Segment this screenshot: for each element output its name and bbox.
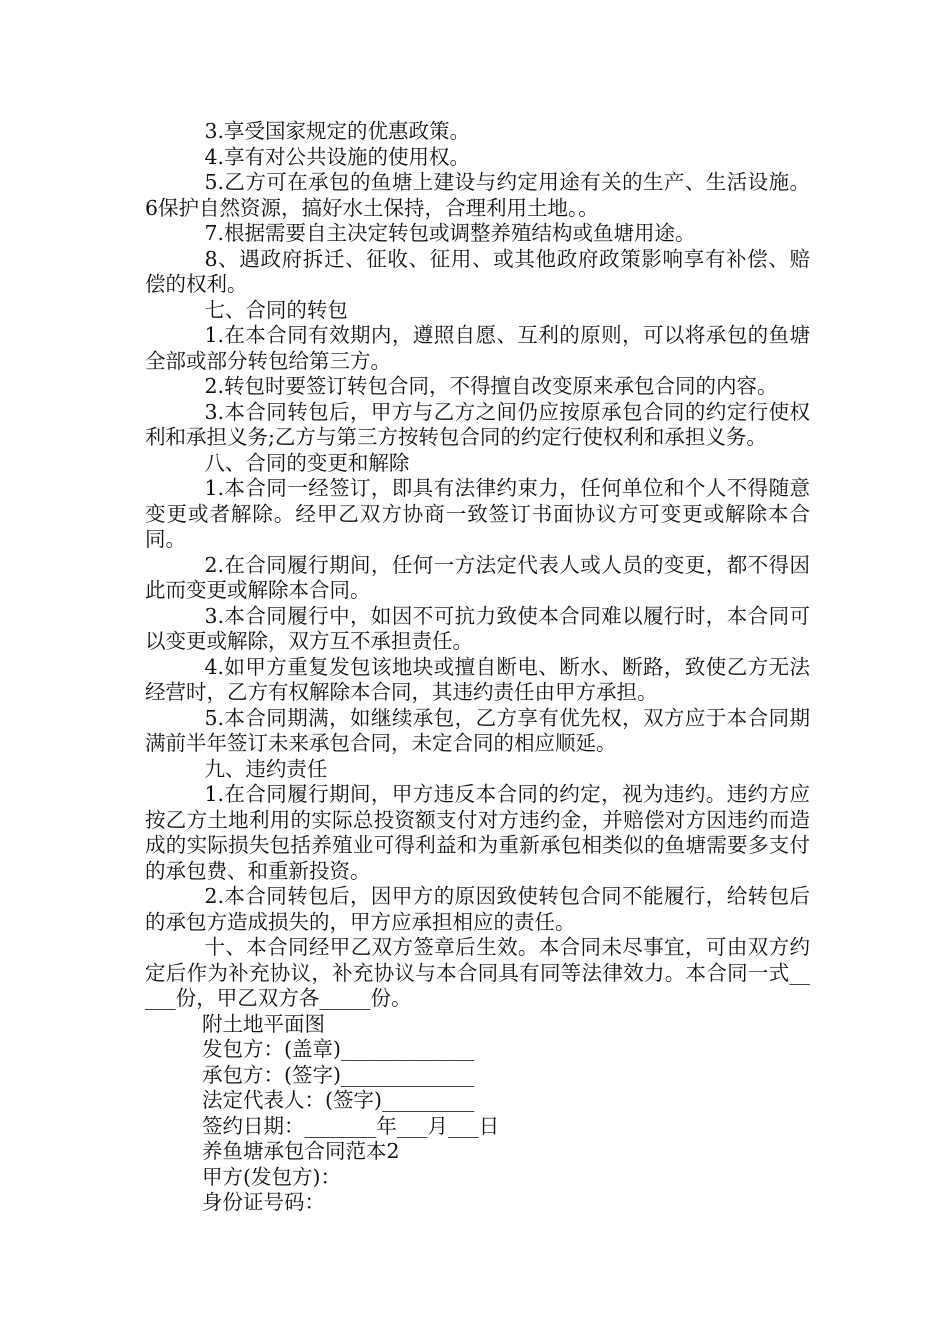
section-effective: 十、本合同经甲乙双方签章后生效。本合同未尽事宜，可由双方约定后作为补充协议，补充协议与本合同具有同等法律效力。本合同一式_____份，甲乙双方各_____份。 xyxy=(145,935,810,1010)
clause-rights-4: 4.享有对公共设施的使用权。 xyxy=(204,144,470,169)
party-a-line: 甲方(发包方)： xyxy=(202,1164,341,1189)
clause-change-3: 3.本合同履行中，如因不可抗力致使本合同难以履行时，本合同可以变更或解除，双方互不承担责任。 xyxy=(145,603,810,653)
clause-subcontract-3: 3.本合同转包后，甲方与乙方之间仍应按原承包合同的约定行使权利和承担义务;乙方与第三方按转包合同的约定行使权利和承担义务。 xyxy=(145,399,810,449)
clause-breach-2: 2.本合同转包后，因甲方的原因致使转包合同不能履行，给转包后的承包方造成损失的，甲方应承担相应的责任。 xyxy=(145,884,810,934)
contractor-signature-line: 承包方：(签字)_____________ xyxy=(202,1062,475,1087)
clause-change-2: 2.在合同履行期间，任何一方法定代表人或人员的变更，都不得因此而变更或解除本合同。 xyxy=(145,552,810,602)
clause-change-1: 1.本合同一经签订，即具有法律约束力，任何单位和个人不得随意变更或者解除。经甲乙双方协商一致签订书面协议方可变更或解除本合同。 xyxy=(145,476,810,551)
legal-rep-signature-line: 法定代表人：(签字)_________ xyxy=(202,1088,475,1112)
sign-date-line: 签约日期：_______年___月___日 xyxy=(202,1113,500,1138)
clause-change-4: 4.如甲方重复发包该地块或擅自断电、断水、断路，致使乙方无法经营时，乙方有权解除本合同，其违约责任由甲方承担。 xyxy=(145,654,810,704)
section-heading-change-termination: 八、合同的变更和解除 xyxy=(204,450,410,475)
clause-breach-1: 1.在合同履行期间，甲方违反本合同的约定，视为违约。违约方应按乙方土地利用的实际总投资额支付对方违约金，并赔偿对方因违约而造成的实际损失包括养殖业可得利益和为重新承包相类似的鱼塘需要多支付的承包费、和重新投资。 xyxy=(145,782,810,883)
clause-rights-7: 7.根据需要自主决定转包或调整养殖结构或鱼塘用途。 xyxy=(204,221,696,245)
clause-rights-8: 8、遇政府拆迁、征收、征用、或其他政府政策影响享有补偿、赔偿的权利。 xyxy=(145,246,810,296)
clause-change-5: 5.本合同期满，如继续承包，乙方享有优先权，双方应于本合同期满前半年签订未来承包合同，未定合同的相应顺延。 xyxy=(145,705,810,755)
clause-subcontract-2: 2.转包时要签订转包合同，不得擅自改变原来承包合同的内容。 xyxy=(204,374,778,398)
id-number-line: 身份证号码： xyxy=(202,1190,325,1214)
section-heading-breach: 九、违约责任 xyxy=(204,756,328,781)
template-2-title: 养鱼塘承包合同范本2 xyxy=(202,1139,400,1163)
clause-rights-3: 3.享受国家规定的优惠政策。 xyxy=(204,119,470,143)
clause-subcontract-1: 1.在本合同有效期内，遵照自愿、互利的原则，可以将承包的鱼塘全部或部分转包给第三方。 xyxy=(145,323,810,373)
attachment-note: 附土地平面图 xyxy=(202,1011,325,1036)
issuer-seal-line: 发包方：(盖章)_____________ xyxy=(202,1037,475,1061)
clause-rights-5-6: 5.乙方可在承包的鱼塘上建设与约定用途有关的生产、生活设施。 6保护自然资源，搞好水土保持，合理利用土地。。 xyxy=(145,170,810,220)
contract-body xyxy=(145,119,810,1216)
section-heading-subcontract: 七、合同的转包 xyxy=(204,297,348,322)
